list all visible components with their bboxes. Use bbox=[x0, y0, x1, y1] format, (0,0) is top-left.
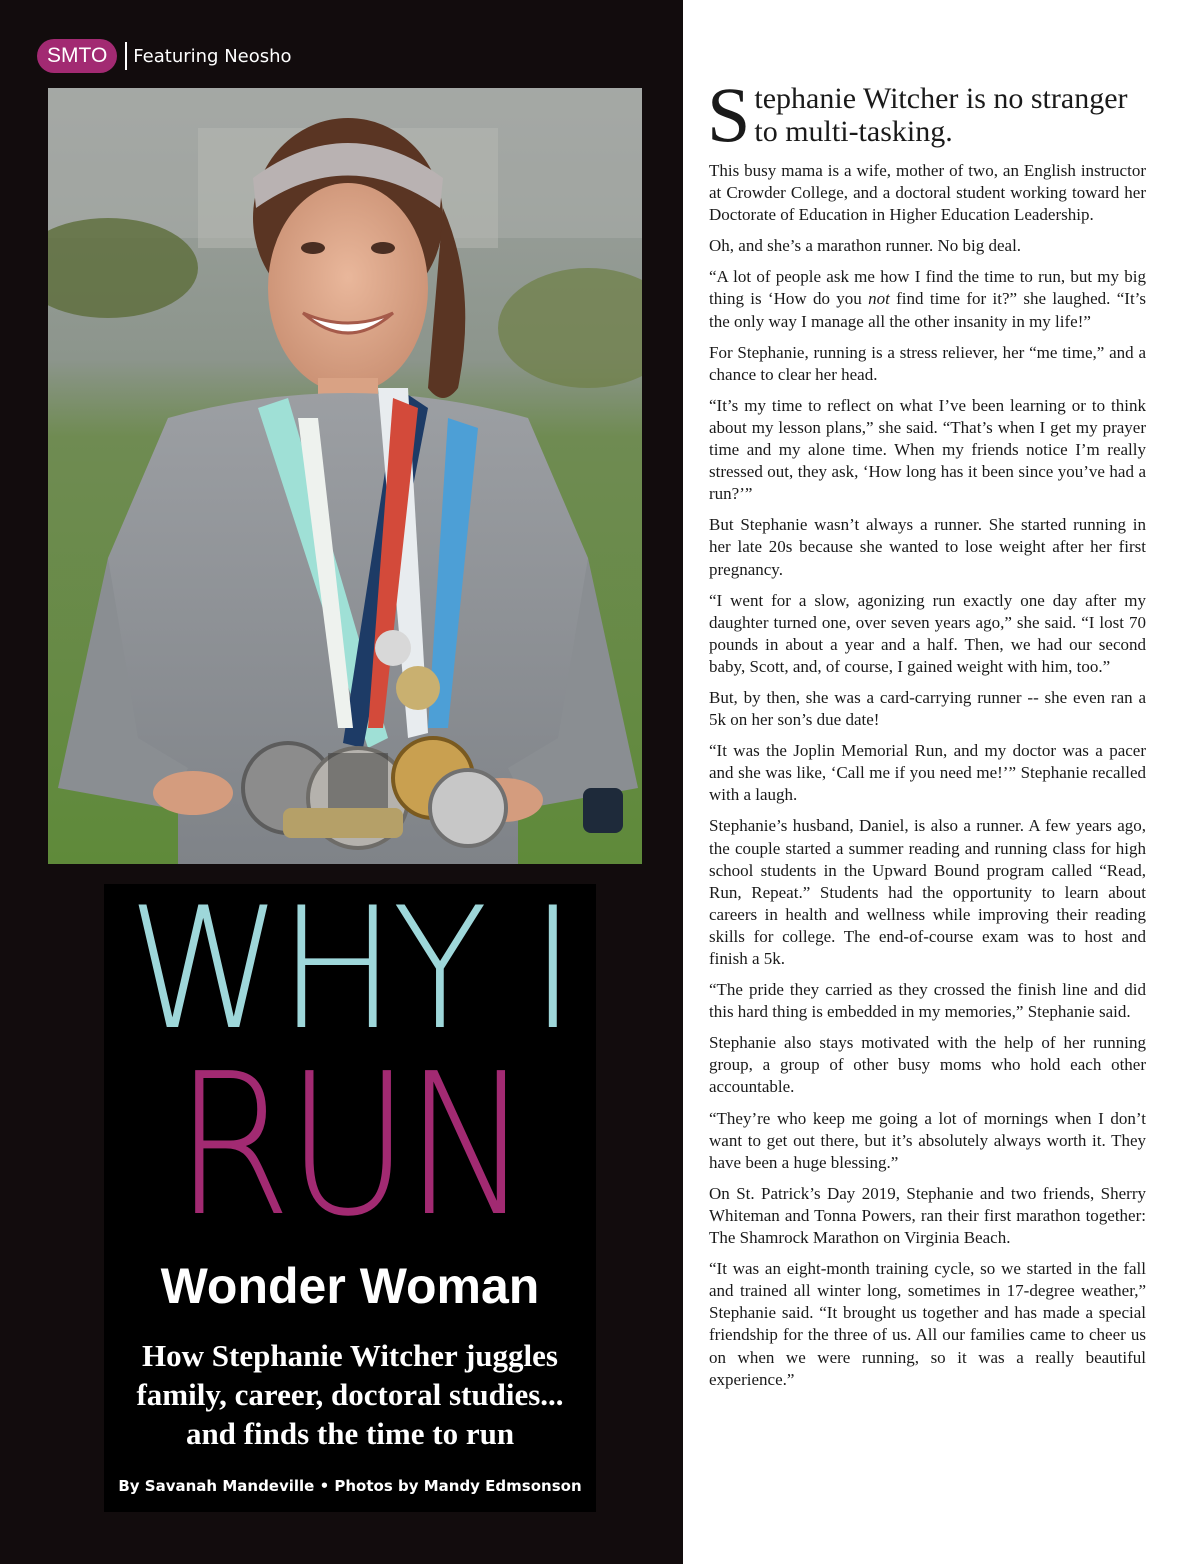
headline-box bbox=[104, 871, 596, 1512]
drop-cap: S bbox=[707, 71, 751, 158]
paragraph-part: “A lot of people ask me how I find the time to run, but my big thing is ‘How do you bbox=[709, 267, 1146, 309]
runner-photo bbox=[48, 88, 642, 864]
paragraph: On St. Patrick’s Day 2019, Stephanie and two friends, Sherry Whiteman and Tonna Powers, ran their first marathon together: The Shamrock Marathon on Virginia Beach. bbox=[709, 1183, 1146, 1248]
paragraph: “I went for a slow, agonizing run exactly one day after my daughter turned one, over seven years ago,” she said. “I lost 70 pounds in about a year and a half. Then, we had our second baby, Scott, and, of course, I gained weight with him, too.” bbox=[709, 590, 1146, 676]
paragraph: This busy mama is a wife, mother of two, an English instructor at Crowder College, and a doctoral student working toward her Doctorate of Education in Higher Education Leadership. bbox=[709, 161, 1146, 225]
paragraph-part: find time for it?” she laughed. “It’s the only way I manage all the other insanity in my life!” bbox=[709, 289, 1147, 331]
paragraph: But, by then, she was a card-carrying runner -- she even ran a 5k on her son’s due date! bbox=[709, 687, 1146, 730]
paragraph: But Stephanie wasn’t always a runner. She started running in her late 20s because she wanted to lose weight after her first pregnancy. bbox=[709, 515, 1146, 579]
section-tag bbox=[37, 38, 292, 74]
lede-text: tephanie Witcher is no stranger to multi-tasking. bbox=[754, 82, 1128, 148]
paragraph: Oh, and she’s a marathon runner. No big deal. bbox=[709, 236, 1022, 256]
lede bbox=[707, 71, 1146, 158]
kicker-wonder-woman: Wonder Woman bbox=[160, 1258, 540, 1314]
headline-why-i: WHY I bbox=[127, 871, 573, 1067]
section-badge: SMTO bbox=[37, 39, 117, 73]
paragraph: “They’re who keep me going a lot of mornings when I don’t want to get out there, but it’s absolutely always worth it. They have been a huge blessing.” bbox=[709, 1108, 1146, 1172]
subheadline bbox=[104, 1336, 596, 1453]
paragraph: Stephanie’s husband, Daniel, is also a runner. A few years ago, the couple started a summer reading and running class for high school students in the Upward Bound program called “Read, Run, Repeat.” Students had the opportunity to learn about careers in health and wellness while improving their reading skills for college. The end-of-course exam was to host and finish a 5k. bbox=[709, 816, 1146, 968]
paragraph: For Stephanie, running is a stress reliever, her “me time,” and a chance to clear her head. bbox=[709, 342, 1146, 384]
paragraph: “It’s my time to reflect on what I’ve been learning or to think about my lesson plans,” she said. “That’s when I get my prayer time and my alone time. When my friends notice I’m really stressed out, they ask, ‘How long has it been since you’ve had a run?’” bbox=[709, 395, 1146, 504]
subhead-line-2: family, career, doctoral studies... bbox=[136, 1377, 564, 1412]
paragraph bbox=[709, 266, 1146, 332]
subhead-line-3: and finds the time to run bbox=[185, 1416, 515, 1451]
section-divider bbox=[125, 42, 127, 70]
paragraph: “It was the Joplin Memorial Run, and my doctor was a pacer and she was like, ‘Call me if you need me!’” Stephanie recalled with a laugh. bbox=[709, 741, 1146, 805]
article-body bbox=[707, 71, 1147, 1400]
feature-label: Featuring Neosho bbox=[133, 45, 292, 67]
subhead-line-1: How Stephanie Witcher juggles bbox=[142, 1338, 558, 1373]
paragraph: “It was an eight-month training cycle, so we started in the fall and trained all winter long, sometimes in 17-degree weather,” Stephanie said. “It brought us together and has made a special friendship for the three of us. All our families came to cheer us on when we were running, so it was a really beautiful experience.” bbox=[709, 1259, 1146, 1389]
byline: By Savanah Mandeville • Photos by Mandy Edmsonson bbox=[118, 1477, 582, 1495]
headline-run: RUN bbox=[174, 1032, 526, 1260]
paragraph: Stephanie also stays motivated with the help of her running group, a group of other busy moms who hold each other accountable. bbox=[709, 1033, 1146, 1097]
paragraph: “The pride they carried as they crossed the finish line and did this hard thing is embedded in my memories,” Stephanie said. bbox=[709, 980, 1146, 1022]
emphasis-not: not bbox=[868, 289, 890, 309]
